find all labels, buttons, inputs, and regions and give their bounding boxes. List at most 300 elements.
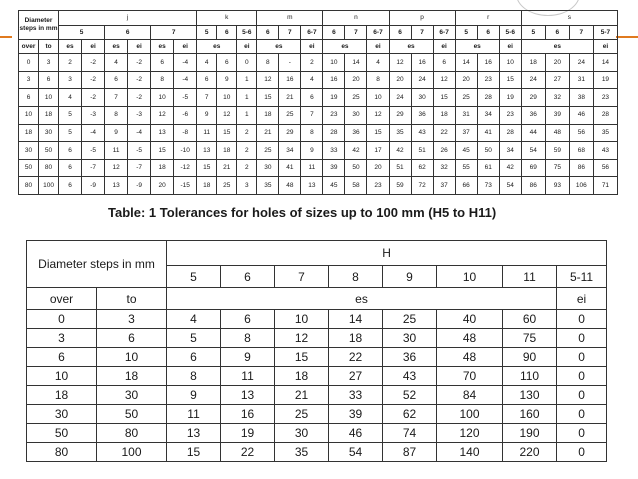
table-cell: 18 bbox=[275, 367, 329, 386]
group-header-p: p bbox=[389, 11, 455, 26]
table-cell: 4 bbox=[105, 54, 128, 72]
table-row bbox=[27, 386, 607, 405]
table-cell: 10 bbox=[323, 54, 345, 72]
table-cell: 13 bbox=[151, 124, 174, 142]
table-cell: -12 bbox=[174, 159, 197, 177]
grade-header: 5-6 bbox=[499, 26, 521, 40]
table-cell: 3 bbox=[27, 329, 97, 348]
table-cell: 23 bbox=[593, 89, 617, 107]
group-header-h: H bbox=[167, 241, 607, 266]
grade-header: 5 bbox=[455, 26, 477, 40]
table-row bbox=[19, 71, 618, 89]
grade-header: 6 bbox=[323, 26, 345, 40]
deviation-header: es bbox=[151, 40, 174, 54]
table-cell: 21 bbox=[217, 159, 237, 177]
table-cell: 50 bbox=[19, 159, 39, 177]
table-cell: 9 bbox=[301, 142, 323, 160]
table-cell: 4 bbox=[197, 54, 217, 72]
table-cell: -4 bbox=[174, 71, 197, 89]
table-cell: 35 bbox=[275, 443, 329, 462]
table-cell: 12 bbox=[257, 71, 279, 89]
table-cell: 10 bbox=[19, 107, 39, 125]
table-cell: -2 bbox=[128, 89, 151, 107]
table-cell: 21 bbox=[257, 124, 279, 142]
table-cell: 10 bbox=[39, 89, 59, 107]
table-cell: 15 bbox=[151, 142, 174, 160]
table-cell: 2 bbox=[237, 124, 257, 142]
table-cell: 6 bbox=[167, 348, 221, 367]
table-cell: 100 bbox=[97, 443, 167, 462]
table-cell: 84 bbox=[437, 386, 503, 405]
table-cell: 9 bbox=[167, 386, 221, 405]
table-cell: 15 bbox=[367, 124, 389, 142]
table-cell: 1 bbox=[237, 107, 257, 125]
table-cell: 6 bbox=[59, 177, 82, 195]
table-cell: 15 bbox=[197, 159, 217, 177]
deviation-header: ei bbox=[593, 40, 617, 54]
table-cell: -5 bbox=[128, 142, 151, 160]
table-cell: 18 bbox=[257, 107, 279, 125]
table-cell: 15 bbox=[433, 89, 455, 107]
table-cell: 23 bbox=[477, 71, 499, 89]
grade-header: 7 bbox=[411, 26, 433, 40]
table-cell: 41 bbox=[477, 124, 499, 142]
table-row bbox=[19, 107, 618, 125]
table-cell: 14 bbox=[455, 54, 477, 72]
table-cell: 20 bbox=[345, 71, 367, 89]
table-cell: 13 bbox=[221, 386, 275, 405]
table-cell: 68 bbox=[569, 142, 593, 160]
table-cell: 10 bbox=[499, 54, 521, 72]
table-cell: 20 bbox=[455, 71, 477, 89]
grade-header: 5 bbox=[59, 26, 105, 40]
table-cell: 11 bbox=[105, 142, 128, 160]
table-cell: 34 bbox=[477, 107, 499, 125]
table-cell: 0 bbox=[557, 386, 607, 405]
table-cell: 20 bbox=[151, 177, 174, 195]
table-cell: 0 bbox=[237, 54, 257, 72]
table-cell: 110 bbox=[503, 367, 557, 386]
table-cell: 62 bbox=[411, 159, 433, 177]
grade-header: 6 bbox=[105, 26, 151, 40]
table-cell: 120 bbox=[437, 424, 503, 443]
table-cell: 41 bbox=[279, 159, 301, 177]
table-cell: 37 bbox=[433, 177, 455, 195]
table-cell: -5 bbox=[174, 89, 197, 107]
table-cell: 58 bbox=[345, 177, 367, 195]
table-cell: 21 bbox=[279, 89, 301, 107]
table-cell: -4 bbox=[128, 124, 151, 142]
table-cell: 32 bbox=[433, 159, 455, 177]
table-cell: 9 bbox=[221, 348, 275, 367]
hole-tolerance-table bbox=[26, 240, 607, 462]
table-cell: 19 bbox=[499, 89, 521, 107]
table-cell: - bbox=[279, 54, 301, 72]
deviation-header: es bbox=[105, 40, 128, 54]
table-cell: 62 bbox=[383, 405, 437, 424]
table-cell: 23 bbox=[499, 107, 521, 125]
table-cell: 36 bbox=[411, 107, 433, 125]
table-cell: 10 bbox=[275, 310, 329, 329]
table-cell: 10 bbox=[97, 348, 167, 367]
table-cell: 30 bbox=[411, 89, 433, 107]
table-cell: -8 bbox=[174, 124, 197, 142]
table-cell: 33 bbox=[323, 142, 345, 160]
table-cell: 7 bbox=[197, 89, 217, 107]
table-cell: 55 bbox=[455, 159, 477, 177]
table-cell: 25 bbox=[279, 107, 301, 125]
table-cell: 12 bbox=[151, 107, 174, 125]
table-cell: 39 bbox=[323, 159, 345, 177]
table-cell: 80 bbox=[19, 177, 39, 195]
accent-bar-right bbox=[616, 36, 638, 38]
table-cell: 27 bbox=[545, 71, 569, 89]
table-cell: 2 bbox=[237, 142, 257, 160]
table-cell: 13 bbox=[105, 177, 128, 195]
table-cell: 32 bbox=[545, 89, 569, 107]
table-cell: -2 bbox=[128, 71, 151, 89]
table-cell: 15 bbox=[217, 124, 237, 142]
deviation-header: es bbox=[59, 40, 82, 54]
table-cell: 6 bbox=[217, 54, 237, 72]
deviation-header: ei bbox=[82, 40, 105, 54]
table-cell: 87 bbox=[383, 443, 437, 462]
table-cell: 10 bbox=[217, 89, 237, 107]
deviation-header: es bbox=[257, 40, 301, 54]
table-row bbox=[27, 424, 607, 443]
table-cell: 0 bbox=[19, 54, 39, 72]
table-cell: 11 bbox=[167, 405, 221, 424]
table-cell: 44 bbox=[521, 124, 545, 142]
grade-header: 6 bbox=[221, 266, 275, 288]
table-cell: 69 bbox=[521, 159, 545, 177]
table-cell: 11 bbox=[301, 159, 323, 177]
table-row bbox=[27, 405, 607, 424]
grade-header: 6 bbox=[257, 26, 279, 40]
table-cell: 22 bbox=[433, 124, 455, 142]
table-cell: 2 bbox=[59, 54, 82, 72]
table-row bbox=[19, 124, 618, 142]
table-cell: 14 bbox=[345, 54, 367, 72]
table-cell: 16 bbox=[279, 71, 301, 89]
table-cell: 74 bbox=[383, 424, 437, 443]
table-cell: 20 bbox=[545, 54, 569, 72]
table-row bbox=[27, 443, 607, 462]
over-header: over bbox=[27, 288, 97, 310]
table-cell: -3 bbox=[82, 107, 105, 125]
table-cell: 50 bbox=[97, 405, 167, 424]
table-cell: 80 bbox=[27, 443, 97, 462]
table-cell: 10 bbox=[27, 367, 97, 386]
table-row bbox=[19, 177, 618, 195]
table-cell: 11 bbox=[221, 367, 275, 386]
table-cell: 100 bbox=[437, 405, 503, 424]
table-cell: -4 bbox=[174, 54, 197, 72]
table-cell: 23 bbox=[323, 107, 345, 125]
table-cell: 40 bbox=[437, 310, 503, 329]
table-cell: 18 bbox=[151, 159, 174, 177]
group-header-m: m bbox=[257, 11, 323, 26]
table-cell: 20 bbox=[367, 159, 389, 177]
deviation-header: ei bbox=[433, 40, 455, 54]
group-header-s: s bbox=[521, 11, 617, 26]
table-cell: -7 bbox=[82, 159, 105, 177]
table-cell: 15 bbox=[167, 443, 221, 462]
table-cell: 16 bbox=[221, 405, 275, 424]
table-cell: 26 bbox=[433, 142, 455, 160]
table-cell: 16 bbox=[323, 71, 345, 89]
table-cell: 35 bbox=[593, 124, 617, 142]
table-cell: 28 bbox=[499, 124, 521, 142]
table-cell: 25 bbox=[217, 177, 237, 195]
table-cell: 42 bbox=[345, 142, 367, 160]
table-cell: 16 bbox=[477, 54, 499, 72]
table-cell: 140 bbox=[437, 443, 503, 462]
table-cell: 4 bbox=[59, 89, 82, 107]
table-cell: 11 bbox=[197, 124, 217, 142]
table-cell: -2 bbox=[82, 54, 105, 72]
grade-header: 6 bbox=[545, 26, 569, 40]
table-cell: 45 bbox=[323, 177, 345, 195]
table-cell: 6 bbox=[221, 310, 275, 329]
table-cell: 4 bbox=[167, 310, 221, 329]
table-cell: 106 bbox=[569, 177, 593, 195]
table-cell: 7 bbox=[105, 89, 128, 107]
table-cell: 13 bbox=[197, 142, 217, 160]
grade-header: 11 bbox=[503, 266, 557, 288]
table-cell: 28 bbox=[323, 124, 345, 142]
grade-header: 5 bbox=[197, 26, 217, 40]
table-cell: 36 bbox=[521, 107, 545, 125]
table-cell: 6 bbox=[433, 54, 455, 72]
table-cell: 190 bbox=[503, 424, 557, 443]
table-row bbox=[19, 89, 618, 107]
table-cell: 60 bbox=[503, 310, 557, 329]
table-cell: 35 bbox=[389, 124, 411, 142]
table-cell: -9 bbox=[128, 177, 151, 195]
table-cell: 130 bbox=[503, 386, 557, 405]
table-cell: 38 bbox=[569, 89, 593, 107]
table-cell: 1 bbox=[237, 71, 257, 89]
grade-header: 5 bbox=[521, 26, 545, 40]
table-cell: 5 bbox=[167, 329, 221, 348]
table-cell: 46 bbox=[329, 424, 383, 443]
table-cell: 3 bbox=[19, 71, 39, 89]
table-cell: 72 bbox=[411, 177, 433, 195]
table-cell: 50 bbox=[477, 142, 499, 160]
shaft-tolerance-table bbox=[18, 10, 618, 195]
table-cell: 220 bbox=[503, 443, 557, 462]
table-cell: 66 bbox=[455, 177, 477, 195]
table-cell: 34 bbox=[499, 142, 521, 160]
table-cell: 18 bbox=[19, 124, 39, 142]
table-cell: 18 bbox=[521, 54, 545, 72]
table-cell: 48 bbox=[437, 348, 503, 367]
deviation-header: es bbox=[389, 40, 433, 54]
table-cell: 46 bbox=[569, 107, 593, 125]
table-cell: 6 bbox=[105, 71, 128, 89]
table-cell: 56 bbox=[593, 159, 617, 177]
table-cell: 25 bbox=[275, 405, 329, 424]
table-cell: 22 bbox=[329, 348, 383, 367]
table-cell: 160 bbox=[503, 405, 557, 424]
table-cell: 42 bbox=[389, 142, 411, 160]
table-cell: 0 bbox=[557, 348, 607, 367]
table-cell: 4 bbox=[301, 71, 323, 89]
table-cell: 56 bbox=[569, 124, 593, 142]
table-cell: 12 bbox=[389, 54, 411, 72]
table-row bbox=[27, 367, 607, 386]
table-cell: 17 bbox=[367, 142, 389, 160]
table-cell: 7 bbox=[301, 107, 323, 125]
table-cell: 12 bbox=[433, 71, 455, 89]
table-cell: -3 bbox=[128, 107, 151, 125]
table-row bbox=[27, 310, 607, 329]
group-header-r: r bbox=[455, 11, 521, 26]
grade-header: 5 bbox=[167, 266, 221, 288]
grade-header: 6 bbox=[477, 26, 499, 40]
table-cell: 30 bbox=[39, 124, 59, 142]
table-cell: 0 bbox=[27, 310, 97, 329]
grade-header: 8 bbox=[329, 266, 383, 288]
table-cell: 15 bbox=[275, 348, 329, 367]
grade-header: 7 bbox=[569, 26, 593, 40]
table-cell: 52 bbox=[383, 386, 437, 405]
table-cell: -7 bbox=[128, 159, 151, 177]
table-cell: 25 bbox=[455, 89, 477, 107]
table-cell: -2 bbox=[82, 89, 105, 107]
es-header: es bbox=[167, 288, 557, 310]
table-cell: 75 bbox=[545, 159, 569, 177]
table-cell: 50 bbox=[345, 159, 367, 177]
deviation-header: ei bbox=[367, 40, 389, 54]
table-cell: 31 bbox=[455, 107, 477, 125]
table-cell: 48 bbox=[437, 329, 503, 348]
table-cell: 8 bbox=[151, 71, 174, 89]
grade-header: 6 bbox=[217, 26, 237, 40]
table-cell: 28 bbox=[477, 89, 499, 107]
table-cell: 30 bbox=[97, 386, 167, 405]
table-cell: 86 bbox=[521, 177, 545, 195]
table-cell: -10 bbox=[174, 142, 197, 160]
grade-header: 7 bbox=[279, 26, 301, 40]
table-cell: 18 bbox=[39, 107, 59, 125]
table-cell: 50 bbox=[27, 424, 97, 443]
table-cell: 0 bbox=[557, 424, 607, 443]
table-cell: 36 bbox=[383, 348, 437, 367]
table-cell: 18 bbox=[27, 386, 97, 405]
ei-header: ei bbox=[557, 288, 607, 310]
table-cell: 22 bbox=[221, 443, 275, 462]
table-cell: 30 bbox=[27, 405, 97, 424]
grade-header: 6 bbox=[389, 26, 411, 40]
table-cell: 29 bbox=[279, 124, 301, 142]
grade-header: 5-6 bbox=[237, 26, 257, 40]
table-cell: 3 bbox=[39, 54, 59, 72]
table-cell: -2 bbox=[128, 54, 151, 72]
table-cell: 48 bbox=[279, 177, 301, 195]
table-cell: 25 bbox=[257, 142, 279, 160]
table-cell: 3 bbox=[237, 177, 257, 195]
deviation-header: es bbox=[323, 40, 367, 54]
table-cell: 6 bbox=[97, 329, 167, 348]
table-cell: 0 bbox=[557, 329, 607, 348]
grade-header: 7 bbox=[275, 266, 329, 288]
deviation-header: es bbox=[197, 40, 237, 54]
table-cell: 24 bbox=[569, 54, 593, 72]
table-cell: 0 bbox=[557, 443, 607, 462]
table-cell: 14 bbox=[329, 310, 383, 329]
table-cell: 8 bbox=[257, 54, 279, 72]
deviation-header: es bbox=[521, 40, 593, 54]
table-cell: 14 bbox=[593, 54, 617, 72]
table-row bbox=[27, 348, 607, 367]
table-cell: 6 bbox=[197, 71, 217, 89]
table-cell: 12 bbox=[217, 107, 237, 125]
table-cell: -15 bbox=[174, 177, 197, 195]
grade-header: 6-7 bbox=[367, 26, 389, 40]
group-header-k: k bbox=[197, 11, 257, 26]
table-cell: 8 bbox=[221, 329, 275, 348]
table-cell: 5 bbox=[59, 107, 82, 125]
table-cell: 20 bbox=[389, 71, 411, 89]
table-cell: 39 bbox=[545, 107, 569, 125]
table-cell: 19 bbox=[323, 89, 345, 107]
table-cell: 8 bbox=[167, 367, 221, 386]
table-row bbox=[19, 159, 618, 177]
table-cell: 28 bbox=[593, 107, 617, 125]
table-cell: 43 bbox=[593, 142, 617, 160]
table-caption: Table: 1 Tolerances for holes of sizes up to 100 mm (H5 to H11) bbox=[108, 205, 497, 220]
table-cell: -6 bbox=[174, 107, 197, 125]
table-cell: 6 bbox=[151, 54, 174, 72]
table-cell: 54 bbox=[329, 443, 383, 462]
deviation-header: ei bbox=[128, 40, 151, 54]
table-cell: 59 bbox=[389, 177, 411, 195]
deviation-header: ei bbox=[237, 40, 257, 54]
table-cell: 8 bbox=[105, 107, 128, 125]
table-cell: 5 bbox=[59, 124, 82, 142]
table-cell: 54 bbox=[521, 142, 545, 160]
grade-header: 7 bbox=[151, 26, 197, 40]
deviation-header: ei bbox=[499, 40, 521, 54]
table-cell: 30 bbox=[19, 142, 39, 160]
table-cell: 4 bbox=[367, 54, 389, 72]
grade-header: 6-7 bbox=[433, 26, 455, 40]
diameter-header: Diameter steps in mm bbox=[19, 11, 59, 40]
table-cell: 80 bbox=[97, 424, 167, 443]
table-cell: 27 bbox=[329, 367, 383, 386]
table-cell: 100 bbox=[39, 177, 59, 195]
table-cell: 8 bbox=[301, 124, 323, 142]
table-cell: -9 bbox=[82, 177, 105, 195]
table-cell: 0 bbox=[557, 310, 607, 329]
table-cell: 71 bbox=[593, 177, 617, 195]
table-cell: 18 bbox=[97, 367, 167, 386]
table-row bbox=[27, 329, 607, 348]
table-cell: 39 bbox=[329, 405, 383, 424]
table-cell: 15 bbox=[257, 89, 279, 107]
table-cell: 35 bbox=[257, 177, 279, 195]
table-cell: 6 bbox=[301, 89, 323, 107]
table-cell: 18 bbox=[197, 177, 217, 195]
table-cell: 37 bbox=[455, 124, 477, 142]
table-cell: 86 bbox=[569, 159, 593, 177]
table-cell: 73 bbox=[477, 177, 499, 195]
table-row bbox=[19, 142, 618, 160]
table-cell: 29 bbox=[389, 107, 411, 125]
table-cell: 25 bbox=[345, 89, 367, 107]
